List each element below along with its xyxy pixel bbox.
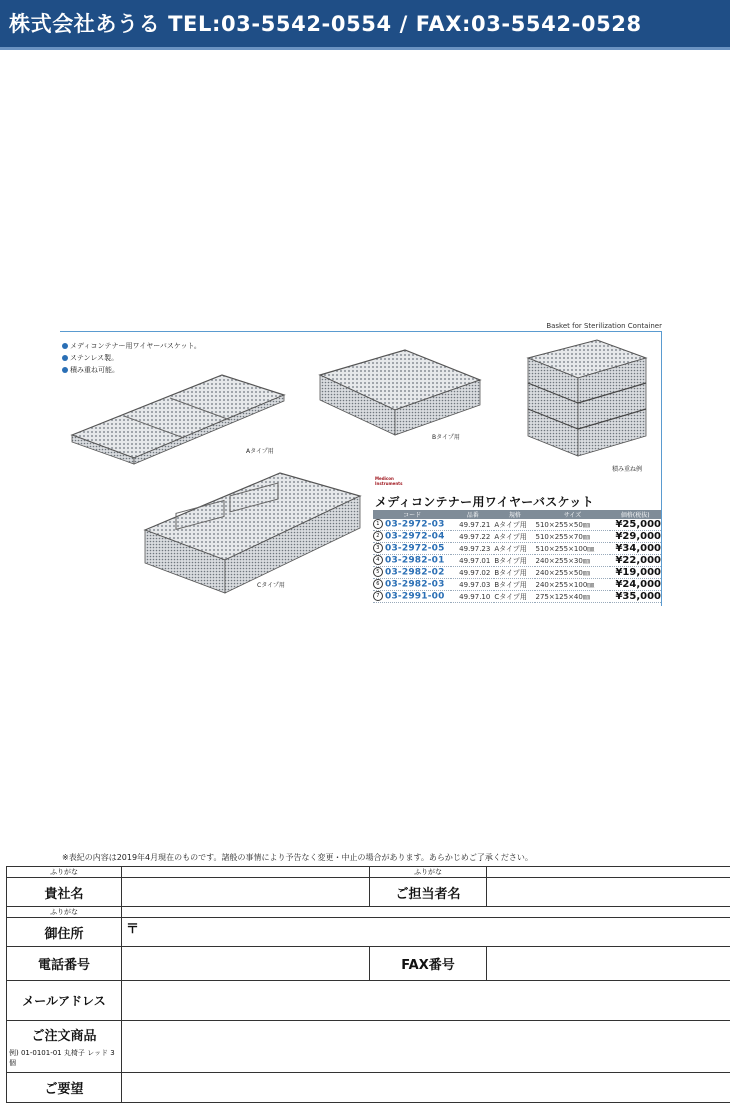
order-label-cell [7,1021,122,1073]
address-label: 御住所 [7,918,122,947]
table-row [373,531,661,543]
table-row [373,519,661,531]
product-spec: Bタイプ用 [494,567,535,579]
row-number: 6 [373,579,383,589]
product-hinban: 49.97.23 [451,543,494,555]
product-size: 240×255×30㎜ [535,555,609,567]
brand-logo: Medicon Instruments [375,476,409,488]
order-form [6,866,730,1103]
product-code: 03-2972-04 [385,532,445,542]
row-number: 1 [373,519,383,529]
product-hinban: 49.97.02 [451,567,494,579]
table-row [373,591,661,603]
table-row [373,567,661,579]
notice-text: ※表紀の内容は2019年4月現在のものです。諸般の事情により予告なく変更・中止の場合があります。あらかじめご了承ください。 [62,852,533,863]
company-contact-line: 株式会社あうる TEL:03-5542-0554 / FAX:03-5542-0528 [9,8,642,38]
row-number: 5 [373,567,383,577]
product-table [373,510,661,603]
product-price: ¥19,000 [610,567,661,579]
company-furigana-field[interactable] [122,867,370,878]
product-spec: Aタイプ用 [494,543,535,555]
feature-bullet: 積み重ね可能。 [62,364,201,376]
table-row [373,543,661,555]
product-price: ¥24,000 [610,579,661,591]
product-code: 03-2982-01 [385,556,445,566]
col-size: サイズ [535,510,609,519]
product-price: ¥34,000 [610,543,661,555]
product-code: 03-2982-02 [385,568,445,578]
product-price: ¥22,000 [610,555,661,567]
product-size: 240×255×100㎜ [535,579,609,591]
product-spec: Cタイプ用 [494,591,535,603]
postal-mark: 〒 [126,922,139,937]
order-example: 例) 01-0101-01 丸椅子 レッド 3個 [7,1048,121,1068]
person-label: ご担当者名 [370,878,487,907]
product-hinban: 49.97.22 [451,531,494,543]
product-hinban: 49.97.10 [451,591,494,603]
table-row [373,579,661,591]
product-table-header [373,510,661,519]
address-furigana-field[interactable] [122,907,730,918]
product-price: ¥25,000 [610,519,661,531]
basket-b-label: Bタイプ用 [432,432,460,441]
feature-bullet: メディコンテナー用ワイヤーバスケット。 [62,340,201,352]
feature-bullet: ステンレス製。 [62,352,201,364]
bullet-icon [62,355,68,361]
catalog-right-rule [661,331,662,606]
basket-c-label: Cタイプ用 [257,580,285,589]
product-title: メディコンテナー用ワイヤーバスケット [375,493,594,510]
fax-label: FAX番号 [370,947,487,981]
table-row [373,555,661,567]
product-size: 510×255×70㎜ [535,531,609,543]
company-label: 貴社名 [7,878,122,907]
row-number: 7 [373,591,383,601]
product-price: ¥35,000 [610,591,661,603]
row-number: 3 [373,543,383,553]
basket-c-image [140,468,365,598]
col-spec: 規格 [494,510,535,519]
product-size: 510×255×50㎜ [535,519,609,531]
product-spec: Bタイプ用 [494,555,535,567]
company-field[interactable] [122,878,370,907]
fax-field[interactable] [487,947,730,981]
product-code: 03-2991-00 [385,592,445,602]
address-field[interactable] [122,918,730,947]
person-furigana-field[interactable] [487,867,730,878]
basket-b-image [315,345,485,440]
col-price: 価格(税抜) [610,510,661,519]
request-field[interactable] [122,1073,730,1103]
product-size: 510×255×100㎜ [535,543,609,555]
product-size: 240×255×50㎜ [535,567,609,579]
basket-a-label: Aタイプ用 [246,446,274,455]
header-banner [0,0,730,47]
product-code: 03-2982-03 [385,580,445,590]
person-field[interactable] [487,878,730,907]
col-code: コード [373,510,451,519]
request-label: ご要望 [7,1073,122,1103]
basket-stack-label: 積み重ね例 [612,464,642,473]
product-spec: Aタイプ用 [494,531,535,543]
row-number: 4 [373,555,383,565]
product-spec: Bタイプ用 [494,579,535,591]
email-label: メールアドレス [7,981,122,1021]
furigana-label: ふりがな [7,907,122,918]
phone-label: 電話番号 [7,947,122,981]
product-hinban: 49.97.01 [451,555,494,567]
furigana-label: ふりがな [7,867,122,878]
basket-stack-image [522,336,652,471]
row-number: 2 [373,531,383,541]
catalog-section [60,320,670,610]
product-hinban: 49.97.21 [451,519,494,531]
header-divider [0,47,730,50]
product-hinban: 49.97.03 [451,579,494,591]
phone-field[interactable] [122,947,370,981]
furigana-label: ふりがな [370,867,487,878]
order-field[interactable] [122,1021,730,1073]
bullet-icon [62,343,68,349]
catalog-english-title: Basket for Sterilization Container [546,322,662,330]
catalog-top-rule [60,331,662,332]
col-hinban: 品番 [451,510,494,519]
product-size: 275×125×40㎜ [535,591,609,603]
product-code: 03-2972-05 [385,544,445,554]
product-price: ¥29,000 [610,531,661,543]
order-label: ご注文商品 [31,1029,96,1044]
email-field[interactable] [122,981,730,1021]
product-spec: Aタイプ用 [494,519,535,531]
product-code: 03-2972-03 [385,520,445,530]
